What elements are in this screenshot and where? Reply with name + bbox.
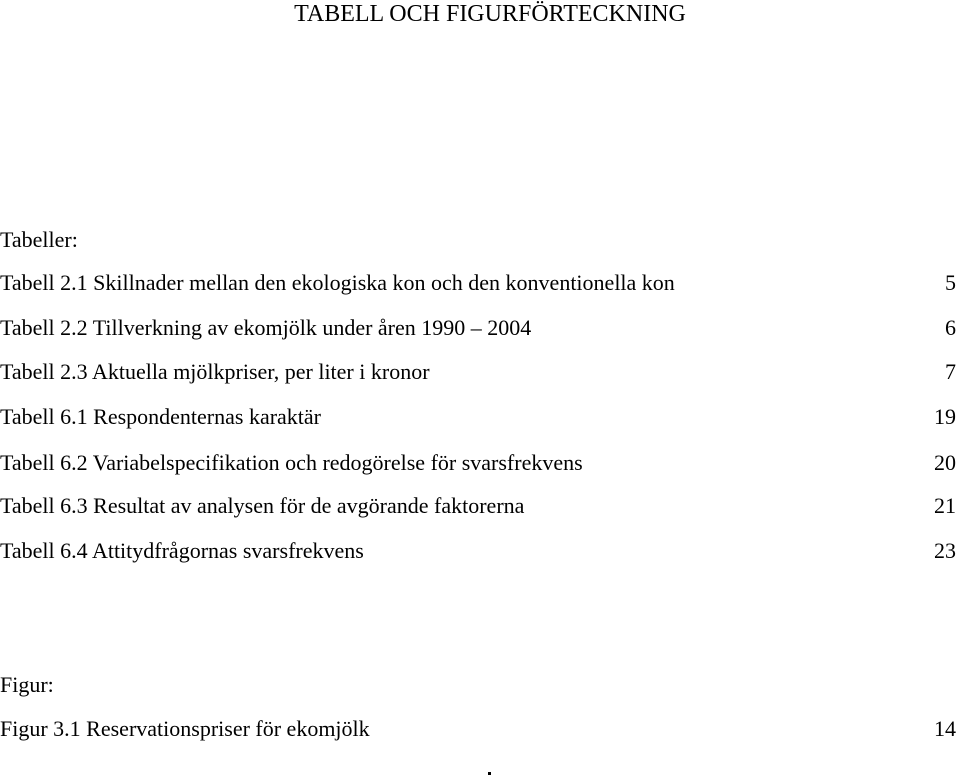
entry-label: Tabell 6.1 Respondenternas karaktär xyxy=(0,404,322,429)
list-item xyxy=(0,357,956,387)
list-item xyxy=(0,448,956,478)
entry-label: Tabell 6.4 Attitydfrågornas svarsfrekvens xyxy=(0,538,364,563)
entry-label: Tabell 6.3 Resultat av analysen för de avgörande faktorerna xyxy=(0,493,525,518)
entry-page-number: 7 xyxy=(945,359,956,384)
stray-dot xyxy=(488,772,491,775)
entry-page-number: 14 xyxy=(934,716,956,741)
entry-page-number: 23 xyxy=(934,538,956,563)
list-item xyxy=(0,402,956,432)
entry-label: Tabell 6.2 Variabelspecifikation och redogörelse för svarsfrekvens xyxy=(0,450,583,475)
entry-label: Figur 3.1 Reservationspriser för ekomjölk xyxy=(0,716,370,741)
list-item xyxy=(0,536,956,566)
entry-page-number: 6 xyxy=(945,315,956,340)
entry-label: Tabell 2.1 Skillnader mellan den ekologiska kon och den konventionella kon xyxy=(0,270,675,295)
entry-label: Tabell 2.2 Tillverkning av ekomjölk under åren 1990 – 2004 xyxy=(0,315,532,340)
list-item xyxy=(0,714,956,744)
list-item xyxy=(0,268,956,298)
list-item xyxy=(0,313,956,343)
entry-page-number: 19 xyxy=(934,404,956,429)
figures-heading: Figur: xyxy=(0,672,54,697)
page-title: TABELL OCH FIGURFÖRTECKNING xyxy=(294,1,686,27)
list-item xyxy=(0,491,956,521)
entry-page-number: 21 xyxy=(934,493,956,518)
tables-heading: Tabeller: xyxy=(0,227,78,252)
entry-page-number: 20 xyxy=(934,450,956,475)
entry-label: Tabell 2.3 Aktuella mjölkpriser, per liter i kronor xyxy=(0,359,430,384)
entry-page-number: 5 xyxy=(945,270,956,295)
